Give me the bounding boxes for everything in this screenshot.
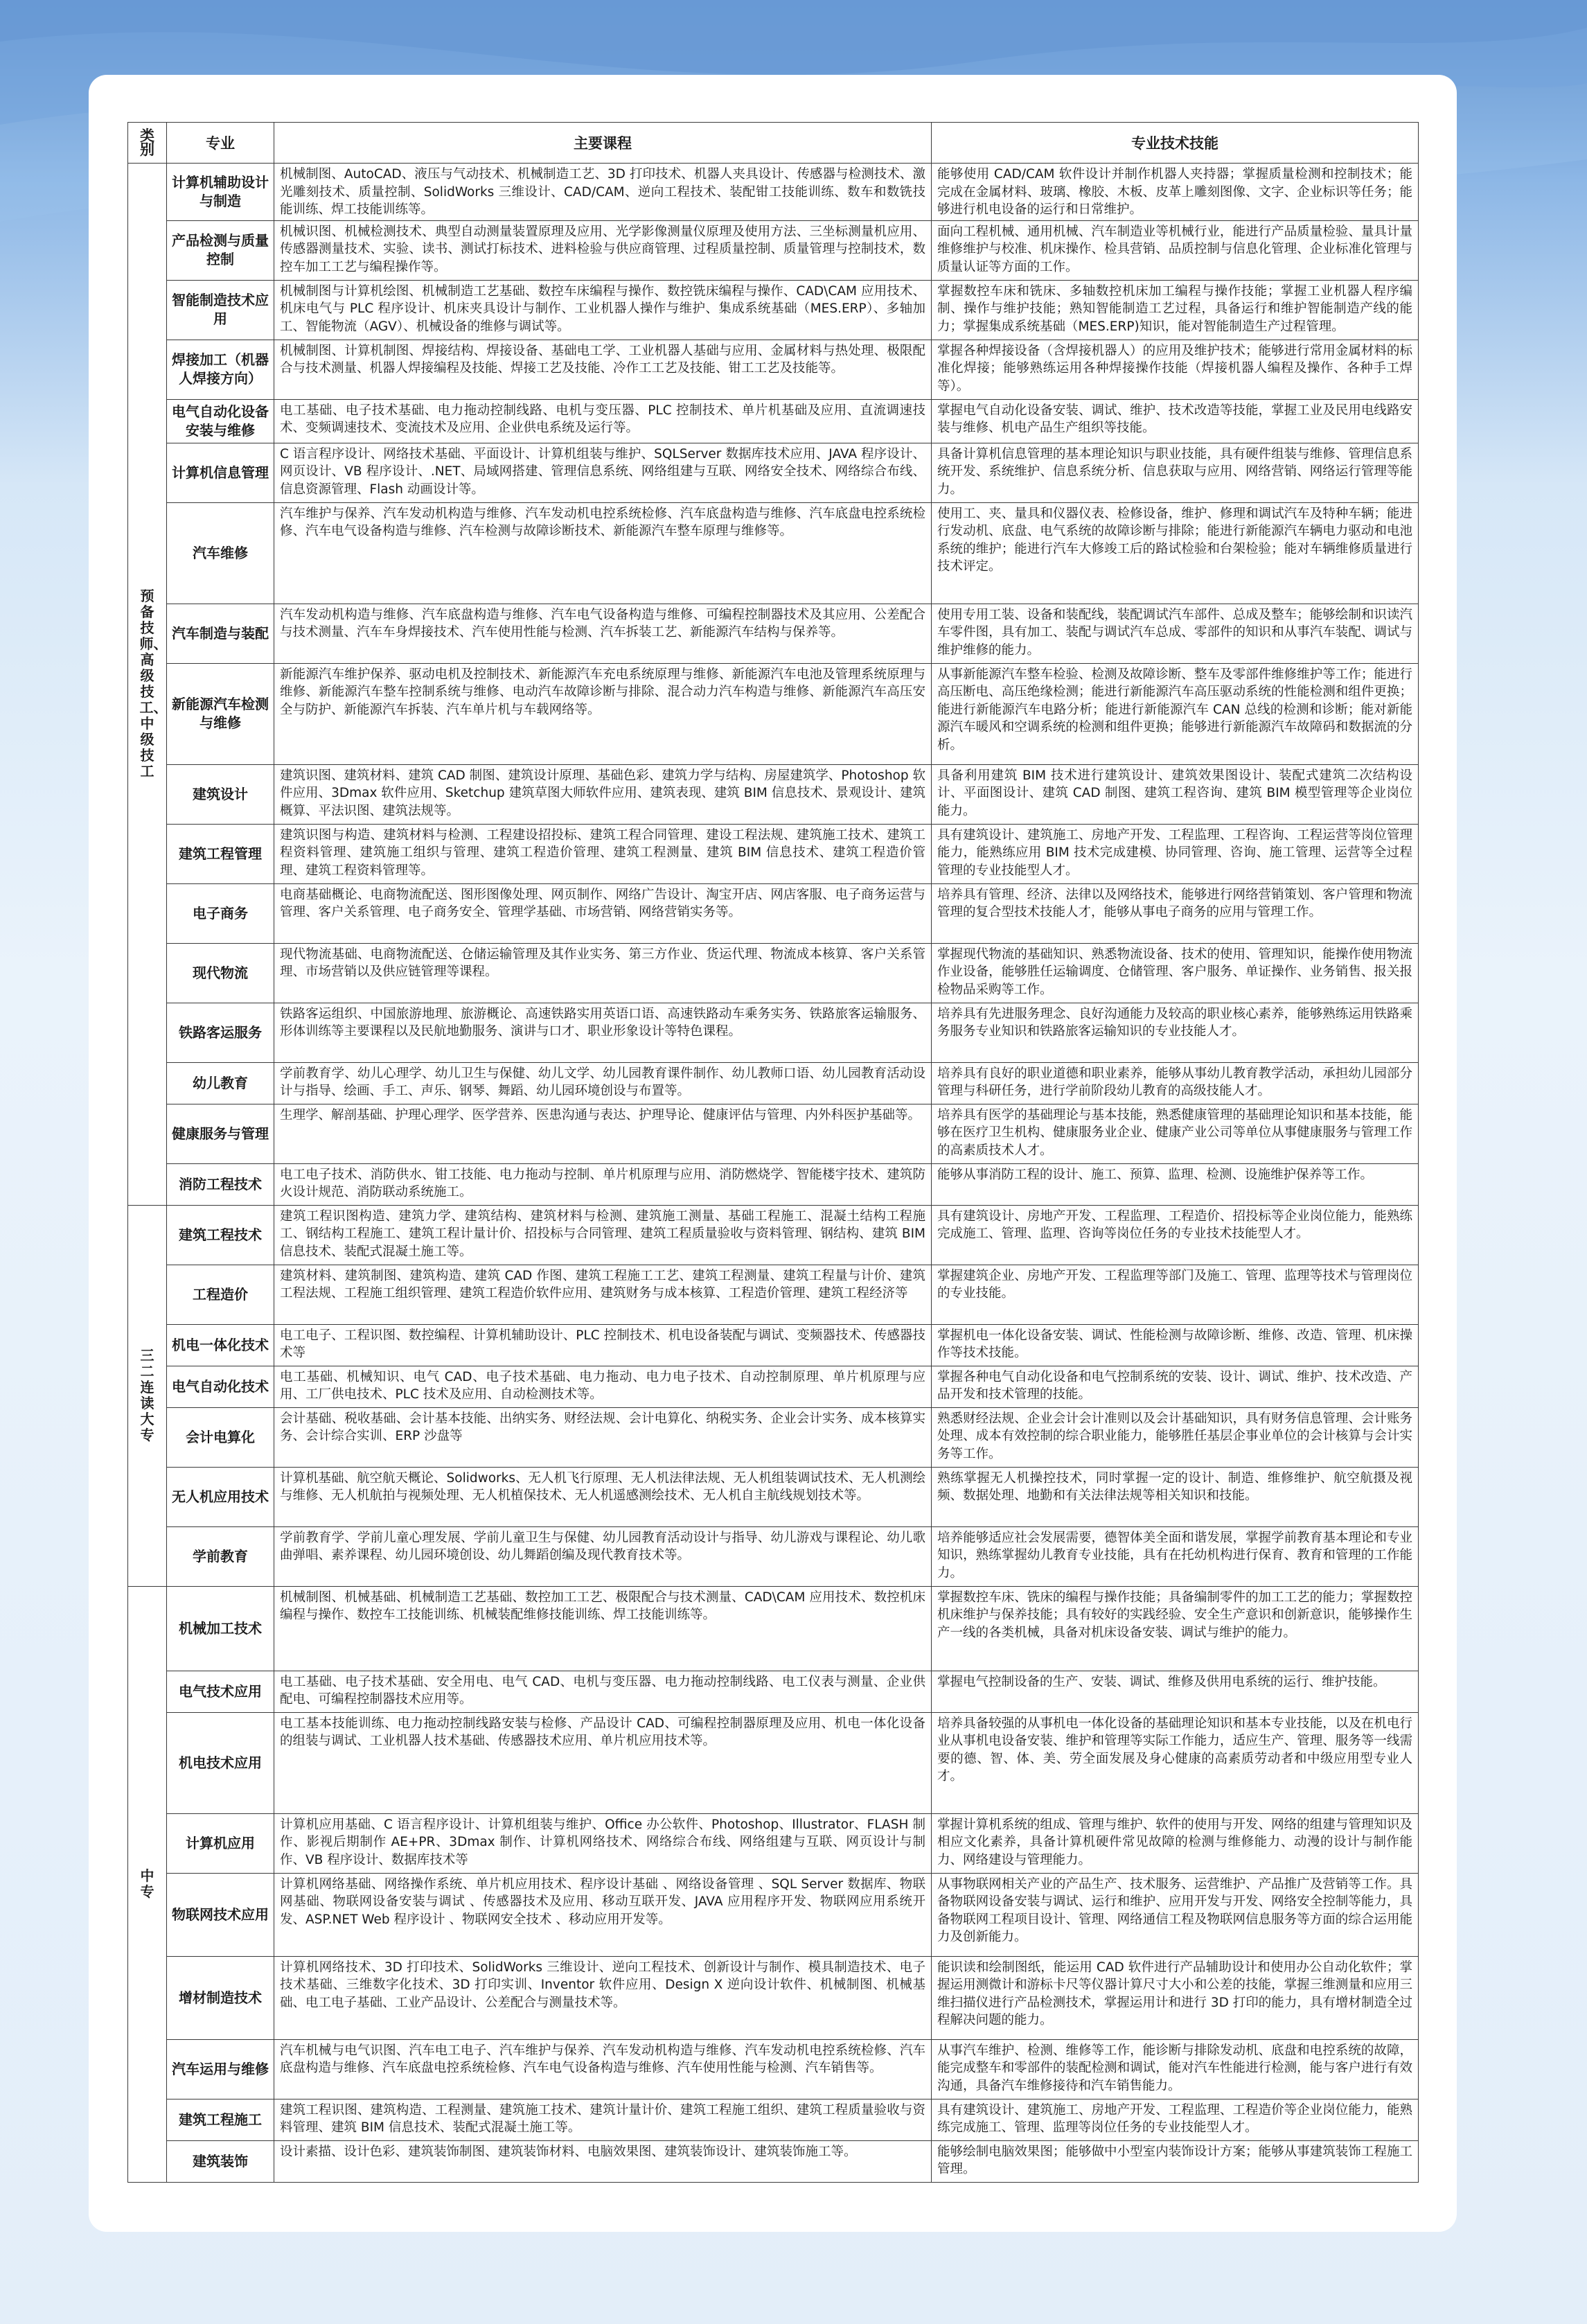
courses-cell: 计算机网络技术、3D 打印技术、SolidWorks 三维设计、逆向工程技术、创新设计与制作、模具制造技术、电子技术基础、三维数字化技术、3D 打印实训、Inventor 软件应用、Design X 逆向设计软件、机械制图、机械基础、电工电子基础、工业产品设计、公差配合与测量技术等。 <box>274 1956 932 2039</box>
major-cell: 电气自动化设备安装与维修 <box>167 399 274 443</box>
major-cell: 铁路客运服务 <box>167 1003 274 1062</box>
courses-cell: 电工基础、机械知识、电气 CAD、电子技术基础、电力拖动、电力电子技术、自动控制原理、单片机原理与应用、工厂供电技术、PLC 技术及应用、自动检测技术等。 <box>274 1366 932 1407</box>
courses-cell: 机械制图、机械基础、机械制造工艺基础、数控加工工艺、极限配合与技术测量、CAD\CAM 应用技术、数控机床编程与操作、数控车工技能训练、机械装配维修技能训练、焊工技能训练等。 <box>274 1586 932 1671</box>
skills-cell: 培养具备较强的从事机电一体化设备的基础理论知识和基本专业技能，以及在机电行业从事机电设备安装、维护和管理等实际工作能力，适应生产、管理、服务等一线需要的德、智、体、美、劳全面发展及身心健康的高素质劳动者和中级应用型专业人才。 <box>932 1712 1419 1813</box>
major-cell: 新能源汽车检测与维修 <box>167 663 274 764</box>
skills-cell: 培养具有先进服务理念、良好沟通能力及较高的职业核心素养，能够熟练运用铁路乘务服务专业知识和铁路旅客运输知识的专业技能人才。 <box>932 1003 1419 1062</box>
courses-cell: 建筑工程识图、建筑构造、工程测量、建筑施工技术、建筑计量计价、建筑工程施工组织、建筑工程质量验收与资料管理、建筑 BIM 信息技术、装配式混凝土施工等。 <box>274 2099 932 2140</box>
skills-cell: 能够从事消防工程的设计、施工、预算、监理、检测、设施维护保养等工作。 <box>932 1163 1419 1205</box>
category-cell <box>128 164 167 1206</box>
table-row <box>128 883 1419 943</box>
courses-cell: 生理学、解剖基础、护理心理学、医学营养、医患沟通与表达、护理导论、健康评估与管理、内外科医护基础等。 <box>274 1104 932 1163</box>
courses-cell: 电工基础、电子技术基础、电力拖动控制线路、电机与变压器、PLC 控制技术、单片机基础及应用、直流调速技术、变频调速技术、变流技术及应用、企业供电系统及运行等。 <box>274 399 932 443</box>
skills-cell: 使用专用工装、设备和装配线，装配调试汽车部件、总成及整车；能够绘制和识读汽车零件图，具有加工、装配与调试汽车总成、零部件的知识和从事汽车装配、调试与维护维修的能力。 <box>932 604 1419 663</box>
table-row <box>128 1366 1419 1407</box>
table-row <box>128 1407 1419 1467</box>
major-cell: 建筑装饰 <box>167 2140 274 2182</box>
skills-cell: 培养具有良好的职业道德和职业素养，能够从事幼儿教育教学活动，承担幼儿园部分管理与科研任务，进行学前阶段幼儿教育的高级技能人才。 <box>932 1062 1419 1104</box>
major-cell: 汽车运用与维修 <box>167 2039 274 2099</box>
skills-cell: 掌握电气控制设备的生产、安装、调试、维修及供用电系统的运行、维护技能。 <box>932 1671 1419 1712</box>
table-row <box>128 1956 1419 2039</box>
major-cell: 无人机应用技术 <box>167 1467 274 1526</box>
courses-cell: 学前教育学、幼儿心理学、幼儿卫生与保健、幼儿文学、幼儿园教育课件制作、幼儿教师口语、幼儿园教育活动设计与指导、绘画、手工、声乐、钢琴、舞蹈、幼儿园环境创设与布置等。 <box>274 1062 932 1104</box>
table-row <box>128 1671 1419 1712</box>
skills-cell: 使用工、夹、量具和仪器仪表、检修设备，维护、修理和调试汽车及特种车辆；能进行发动机、底盘、电气系统的故障诊断与排除；能进行新能源汽车辆电力驱动和电池系统的维护；能进行汽车大修竣工后的路试检验和台架检验；能对车辆维修质量进行技术评定。 <box>932 502 1419 604</box>
major-cell: 汽车制造与装配 <box>167 604 274 663</box>
major-cell: 会计电算化 <box>167 1407 274 1467</box>
courses-cell: 汽车维护与保养、汽车发动机构造与维修、汽车发动机电控系统检修、汽车底盘构造与维修、汽车底盘电控系统检修、汽车电气设备构造与维修、汽车检测与故障诊断技术、新能源汽车整车原理与维修等。 <box>274 502 932 604</box>
skills-cell: 熟练掌握无人机操控技术，同时掌握一定的设计、制造、维修维护、航空航摄及视频、数据处理、地勤和有关法律法规等相关知识和技能。 <box>932 1467 1419 1526</box>
courses-cell: 铁路客运组织、中国旅游地理、旅游概论、高速铁路实用英语口语、高速铁路动车乘务实务、铁路旅客运输服务、形体训练等主要课程以及民航地勤服务、演讲与口才、职业形象设计等特色课程。 <box>274 1003 932 1062</box>
category-cell <box>128 1586 167 2182</box>
skills-cell: 能够绘制电脑效果图；能够做中小型室内装饰设计方案；能够从事建筑装饰工程施工管理。 <box>932 2140 1419 2182</box>
courses-cell: 计算机基础、航空航天概论、Solidworks、无人机飞行原理、无人机法律法规、无人机组装调试技术、无人机测绘与维修、无人机航拍与视频处理、无人机植保技术、无人机遥感测绘技术、无人机自主航线规划技术等。 <box>274 1467 932 1526</box>
table-header-row <box>128 123 1419 164</box>
courses-cell: 计算机应用基础、C 语言程序设计、计算机组装与维护、Office 办公软件、Photoshop、Illustrator、FLASH 制作、影视后期制作 AE+PR、3Dmax 制作、计算机网络技术、网络综合布线、网络组建与互联、网页设计与制作、VB 程序设计、数据库技术等 <box>274 1813 932 1873</box>
courses-cell: 机械制图与计算机绘图、机械制造工艺基础、数控车床编程与操作、数控铣床编程与操作、CAD\CAM 应用技术、机床电气与 PLC 程序设计、机床夹具设计与制作、工业机器人操作与维护、集成系统基础（MES.ERP）、多轴加工、智能物流（AGV）、机械设备的维修与调试等。 <box>274 280 932 340</box>
major-cell: 计算机辅助设计与制造 <box>167 164 274 221</box>
table-row <box>128 1062 1419 1104</box>
table-row <box>128 1586 1419 1671</box>
major-cell: 产品检测与质量控制 <box>167 220 274 280</box>
major-cell: 建筑工程技术 <box>167 1205 274 1265</box>
table-row <box>128 1813 1419 1873</box>
major-cell: 建筑工程施工 <box>167 2099 274 2140</box>
table-row <box>128 2140 1419 2182</box>
majors-table <box>127 122 1419 2183</box>
major-cell: 建筑工程管理 <box>167 824 274 883</box>
table-row <box>128 764 1419 824</box>
major-cell: 计算机信息管理 <box>167 443 274 502</box>
skills-cell: 能识读和绘制图纸，能运用 CAD 软件进行产品辅助设计和使用办公自动化软件；掌握运用测微计和游标卡尺等仪器计算尺寸大小和公差的技能，掌握三维测量和应用三维扫描仪进行产品检测技术，掌握运用计和进行 3D 打印的能力，具有增材制造全过程解决问题的能力。 <box>932 1956 1419 2039</box>
skills-cell: 掌握机电一体化设备安装、调试、性能检测与故障诊断、维修、改造、管理、机床操作等技术技能。 <box>932 1324 1419 1366</box>
courses-cell: 建筑工程识图构造、建筑力学、建筑结构、建筑材料与检测、建筑施工测量、基础工程施工、混凝土结构工程施工、钢结构工程施工、建筑工程计量计价、招投标与合同管理、建筑工程质量验收与资料管理、钢结构、建筑 BIM 信息技术、装配式混凝土施工等。 <box>274 1205 932 1265</box>
table-row <box>128 399 1419 443</box>
courses-cell: 建筑识图与构造、建筑材料与检测、工程建设招投标、建筑工程合同管理、建设工程法规、建筑施工技术、建筑工程资料管理、建筑施工组织与管理、建筑工程造价管理、建筑工程测量、建筑 BIM 信息技术、建筑工程造价管理、建筑工程资料管理等。 <box>274 824 932 883</box>
table-row <box>128 164 1419 221</box>
skills-cell: 从事物联网相关产业的产品生产、技术服务、运营维护、产品推广及营销等工作。具备物联网设备安装与调试、运行和维护、应用开发与开发、网络安全控制等能力，具备物联网工程项目设计、管理、网络通信工程及物联网信息服务等方面的综合运用能力及创新能力。 <box>932 1873 1419 1956</box>
table-row <box>128 2039 1419 2099</box>
courses-cell: 建筑材料、建筑制图、建筑构造、建筑 CAD 作图、建筑工程施工工艺、建筑工程测量、建筑工程量与计价、建筑工程法规、工程施工组织管理、建筑工程造价软件应用、建筑财务与成本核算、工程造价管理、建筑工程经济等 <box>274 1265 932 1324</box>
table-body <box>128 164 1419 2183</box>
category-label: 预备技师、高级技工、中级技工 <box>139 588 168 780</box>
skills-cell: 熟悉财经法规、企业会计会计准则以及会计基础知识，具有财务信息管理、会计账务处理、成本有效控制的综合职业能力，能够胜任基层企事业单位的会计核算与会计实务等工作。 <box>932 1407 1419 1467</box>
table-row <box>128 1873 1419 1956</box>
skills-cell: 能够使用 CAD/CAM 软件设计并制作机器人夹持器；掌握质量检测和控制技术；能完成在金属材料、玻璃、橡胶、木板、皮革上雕刻图像、文字、企业标识等任务；能够进行机电设备的运行和日常维护。 <box>932 164 1419 221</box>
major-cell: 增材制造技术 <box>167 1956 274 2039</box>
skills-cell: 具有建筑设计、建筑施工、房地产开发、工程监理、工程咨询、工程运营等岗位管理能力，能熟练应用 BIM 技术完成建模、协同管理、咨询、施工管理、运营等全过程管理的专业技能型人才。 <box>932 824 1419 883</box>
table-row <box>128 340 1419 399</box>
major-cell: 健康服务与管理 <box>167 1104 274 1163</box>
skills-cell: 具有建筑设计、房地产开发、工程监理、工程造价、招投标等企业岗位能力，能熟练完成施工、管理、监理、咨询等岗位任务的专业技术技能型人才。 <box>932 1205 1419 1265</box>
courses-cell: 电工基本技能训练、电力拖动控制线路安装与检修、产品设计 CAD、可编程控制器原理及应用、机电一体化设备的组装与调试、工业机器人技术基础、传感器技术应用、单片机应用技术等。 <box>274 1712 932 1813</box>
major-cell: 电气自动化技术 <box>167 1366 274 1407</box>
skills-cell: 掌握计算机系统的组成、管理与维护、软件的使用与开发、网络的组建与管理知识及相应文化素养，具备计算机硬件常见故障的检测与维修能力、动漫的设计与制作能力、网络建设与管理能力。 <box>932 1813 1419 1873</box>
major-cell: 机械加工技术 <box>167 1586 274 1671</box>
major-cell: 焊接加工（机器人焊接方向） <box>167 340 274 399</box>
courses-cell: 新能源汽车维护保养、驱动电机及控制技术、新能源汽车充电系统原理与维修、新能源汽车电池及管理系统原理与维修、新能源汽车整车控制系统与维修、电动汽车故障诊断与排除、混合动力汽车构造与维修、新能源汽车高压安全与防护、新能源汽车拆装、汽车单片机与车载网络等。 <box>274 663 932 764</box>
category-cell <box>128 1205 167 1586</box>
skills-cell: 掌握建筑企业、房地产开发、工程监理等部门及施工、管理、监理等技术与管理岗位的专业技能。 <box>932 1265 1419 1324</box>
table-row <box>128 824 1419 883</box>
major-cell: 现代物流 <box>167 943 274 1003</box>
skills-cell: 掌握数控车床、铣床的编程与操作技能；具备编制零件的加工工艺的能力；掌握数控机床维护与保养技能；具有较好的实践经验、安全生产意识和创新意识，能够操作生产一线的各类机械，具备对机床设备安装、调试与维护的能力。 <box>932 1586 1419 1671</box>
table-row <box>128 1003 1419 1062</box>
major-cell: 学前教育 <box>167 1526 274 1586</box>
courses-cell: 汽车发动机构造与维修、汽车底盘构造与维修、汽车电气设备构造与维修、可编程控制器技术及其应用、公差配合与技术测量、汽车车身焊接技术、汽车使用性能与检测、汽车拆装工艺、新能源汽车结构与保养等。 <box>274 604 932 663</box>
skills-cell: 掌握各种焊接设备（含焊接机器人）的应用及维护技术；能够进行常用金属材料的标准化焊接；能够熟练运用各种焊接操作技能（焊接机器人编程及操作、各种手工焊等）。 <box>932 340 1419 399</box>
courses-cell: 机械识图、机械检测技术、典型自动测量装置原理及应用、光学影像测量仪原理及使用方法、三坐标测量机应用、传感器测量技术、实验、读书、测试打标技术、进料检验与供应商管理、过程质量控制、质量管理与控制技术，数控车加工工艺与编程操作等。 <box>274 220 932 280</box>
courses-cell: 电商基础概论、电商物流配送、图形图像处理、网页制作、网络广告设计、淘宝开店、网店客服、电子商务运营与管理、客户关系管理、电子商务安全、管理学基础、市场营销、网络营销实务等。 <box>274 883 932 943</box>
table-row <box>128 2099 1419 2140</box>
courses-cell: C 语言程序设计、网络技术基础、平面设计、计算机组装与维护、SQLServer 数据库技术应用、JAVA 程序设计、网页设计、VB 程序设计、.NET、局域网搭建、管理信息系统、网络组建与互联、网络安全技术、网络综合布线、信息资源管理、Flash 动画设计等。 <box>274 443 932 502</box>
table-row <box>128 1324 1419 1366</box>
table-row <box>128 604 1419 663</box>
table-row <box>128 1712 1419 1813</box>
major-cell: 电子商务 <box>167 883 274 943</box>
table-row <box>128 1104 1419 1163</box>
content-card <box>89 75 1457 2232</box>
table-row <box>128 1526 1419 1586</box>
skills-cell: 掌握现代物流的基础知识、熟悉物流设备、技术的使用、管理知识，能操作使用物流作业设备，能够胜任运输调度、仓储管理、客户服务、单证操作、业务销售、报关报检物品采购等工作。 <box>932 943 1419 1003</box>
skills-cell: 掌握数控车床和铣床、多轴数控机床加工编程与操作技能；掌握工业机器人程序编制、操作与维护技能；熟知智能制造工艺过程，具备运行和维护智能制造产线的能力；掌握集成系统基础（MES.ERP)知识，能对智能制造生产过程管理。 <box>932 280 1419 340</box>
table-row <box>128 1265 1419 1324</box>
major-cell: 计算机应用 <box>167 1813 274 1873</box>
major-cell: 消防工程技术 <box>167 1163 274 1205</box>
courses-cell: 汽车机械与电气识图、汽车电工电子、汽车维护与保养、汽车发动机构造与维修、汽车发动机电控系统检修、汽车底盘构造与维修、汽车底盘电控系统检修、汽车电气设备构造与维修、汽车使用性能与检测、汽车销售等。 <box>274 2039 932 2099</box>
courses-cell: 设计素描、设计色彩、建筑装饰制图、建筑装饰材料、电脑效果图、建筑装饰设计、建筑装饰施工等。 <box>274 2140 932 2182</box>
table-row <box>128 943 1419 1003</box>
courses-cell: 现代物流基础、电商物流配送、仓储运输管理及其作业实务、第三方作业、货运代理、物流成本核算、客户关系管理、市场营销以及供应链管理等课程。 <box>274 943 932 1003</box>
table-row <box>128 502 1419 604</box>
major-cell: 电气技术应用 <box>167 1671 274 1712</box>
courses-cell: 学前教育学、学前儿童心理发展、学前儿童卫生与保健、幼儿园教育活动设计与指导、幼儿游戏与课程论、幼儿歌曲弹唱、素养课程、幼儿园环境创设、幼儿舞蹈创编及现代教育技术等。 <box>274 1526 932 1586</box>
table-row <box>128 220 1419 280</box>
courses-cell: 机械制图、计算机制图、焊接结构、焊接设备、基础电工学、工业机器人基础与应用、金属材料与热处理、极限配合与技术测量、机器人焊接编程及技能、焊接工艺及技能、冷作工工艺及技能、钳工工艺及技能等。 <box>274 340 932 399</box>
major-cell: 机电一体化技术 <box>167 1324 274 1366</box>
skills-cell: 面向工程机械、通用机械、汽车制造业等机械行业，能进行产品质量检验、量具计量维修维护与校准、机床操作、检具营销、品质控制与信息化管理、企业标准化管理与质量认证等方面的工作。 <box>932 220 1419 280</box>
skills-cell: 具备计算机信息管理的基本理论知识与职业技能，具有硬件组装与维修、管理信息系统开发、系统维护、信息系统分析、信息获取与应用、网络营销、网络运行管理等能力。 <box>932 443 1419 502</box>
header-courses: 主要课程 <box>274 123 932 164</box>
major-cell: 幼儿教育 <box>167 1062 274 1104</box>
skills-cell: 从事汽车维护、检测、维修等工作，能诊断与排除发动机、底盘和电控系统的故障，能完成整车和零部件的装配检测和调试，能对汽车性能进行检测，能与客户进行有效沟通，具备汽车维修接待和汽车销售能力。 <box>932 2039 1419 2099</box>
table-row <box>128 1205 1419 1265</box>
major-cell: 工程造价 <box>167 1265 274 1324</box>
skills-cell: 掌握电气自动化设备安装、调试、维护、技术改造等技能，掌握工业及民用电线路安装与维修、机电产品生产组织等技能。 <box>932 399 1419 443</box>
courses-cell: 会计基础、税收基础、会计基本技能、出纳实务、财经法规、会计电算化、纳税实务、企业会计实务、成本核算实务、会计综合实训、ERP 沙盘等 <box>274 1407 932 1467</box>
skills-cell: 培养能够适应社会发展需要，德智体美全面和谐发展，掌握学前教育基本理论和专业知识，熟练掌握幼儿教育专业技能，具有在托幼机构进行保育、教育和管理的工作能力。 <box>932 1526 1419 1586</box>
skills-cell: 掌握各种电气自动化设备和电气控制系统的安装、设计、调试、维护、技术改造、产品开发和技术管理的技能。 <box>932 1366 1419 1407</box>
major-cell: 智能制造技术应用 <box>167 280 274 340</box>
major-cell: 汽车维修 <box>167 502 274 604</box>
courses-cell: 电工电子技术、消防供水、钳工技能、电力拖动与控制、单片机原理与应用、消防燃烧学、智能楼宇技术、建筑防火设计规范、消防联动系统施工。 <box>274 1163 932 1205</box>
skills-cell: 培养具有管理、经济、法律以及网络技术，能够进行网络营销策划、客户管理和物流管理的复合型技术技能人才，能够从事电子商务的应用与管理工作。 <box>932 883 1419 943</box>
skills-cell: 具有建筑设计、建筑施工、房地产开发、工程监理、工程造价等企业岗位能力，能熟练完成施工、管理、监理等岗位任务的专业技能型人才。 <box>932 2099 1419 2140</box>
skills-cell: 具备利用建筑 BIM 技术进行建筑设计、建筑效果图设计、装配式建筑二次结构设计、平面图设计、建筑 CAD 制图、建筑工程咨询、建筑 BIM 模型管理等企业岗位能力。 <box>932 764 1419 824</box>
category-label: 中专 <box>140 1867 154 1900</box>
header-major: 专业 <box>167 123 274 164</box>
courses-cell: 机械制图、AutoCAD、液压与气动技术、机械制造工艺、3D 打印技术、机器人夹具设计、传感器与检测技术、激光雕刻技术、质量控制、SolidWorks 三维设计、CAD/CAM、逆向工程技术、装配钳工技能训练、数车和数铣技能训练、焊工技能训练等。 <box>274 164 932 221</box>
category-label: 三二连读大专 <box>140 1347 154 1443</box>
courses-cell: 计算机网络基础、网络操作系统、单片机应用技术、程序设计基础 、网络设备管理 、SQL Server 数据库、物联网基础、物联网设备安装与调试 、传感器技术及应用、移动互联开发、JAVA 应用程序开发、物联网应用系统开发、ASP.NET Web 程序设计 、物联网安全技术 、移动应用开发等。 <box>274 1873 932 1956</box>
courses-cell: 电工电子、工程识图、数控编程、计算机辅助设计、PLC 控制技术、机电设备装配与调试、变频器技术、传感器技术等 <box>274 1324 932 1366</box>
table-row <box>128 443 1419 502</box>
table-row <box>128 280 1419 340</box>
major-cell: 建筑设计 <box>167 764 274 824</box>
major-cell: 物联网技术应用 <box>167 1873 274 1956</box>
table-row <box>128 1467 1419 1526</box>
header-skills: 专业技术技能 <box>932 123 1419 164</box>
courses-cell: 电工基础、电子技术基础、安全用电、电气 CAD、电机与变压器、电力拖动控制线路、电工仪表与测量、企业供配电、可编程控制器技术应用等。 <box>274 1671 932 1712</box>
courses-cell: 建筑识图、建筑材料、建筑 CAD 制图、建筑设计原理、基础色彩、建筑力学与结构、房屋建筑学、Photoshop 软件应用、3Dmax 软件应用、Sketchup 建筑草图大师软件应用、建筑表现、建筑 BIM 信息技术、景观设计、建筑概算、平法识图、建筑法规等。 <box>274 764 932 824</box>
major-cell: 机电技术应用 <box>167 1712 274 1813</box>
table-row <box>128 1163 1419 1205</box>
table-row <box>128 663 1419 764</box>
header-category: 类别 <box>128 123 167 164</box>
skills-cell: 培养具有医学的基础理论与基本技能，熟悉健康管理的基础理论知识和基本技能，能够在医疗卫生机构、健康服务业企业、健康产业公司等单位从事健康服务与管理工作的高素质技术人才。 <box>932 1104 1419 1163</box>
skills-cell: 从事新能源汽车整车检验、检测及故障诊断、整车及零部件维修维护等工作；能进行高压断电、高压绝缘检测；能进行新能源汽车高压驱动系统的性能检测和组件更换；能进行新能源汽车电路分析；能进行新能源汽车 CAN 总线的检测和诊断；能对新能源汽车暖风和空调系统的检测和组件更换；能够进行新能源汽车故障码和数据流的分析。 <box>932 663 1419 764</box>
